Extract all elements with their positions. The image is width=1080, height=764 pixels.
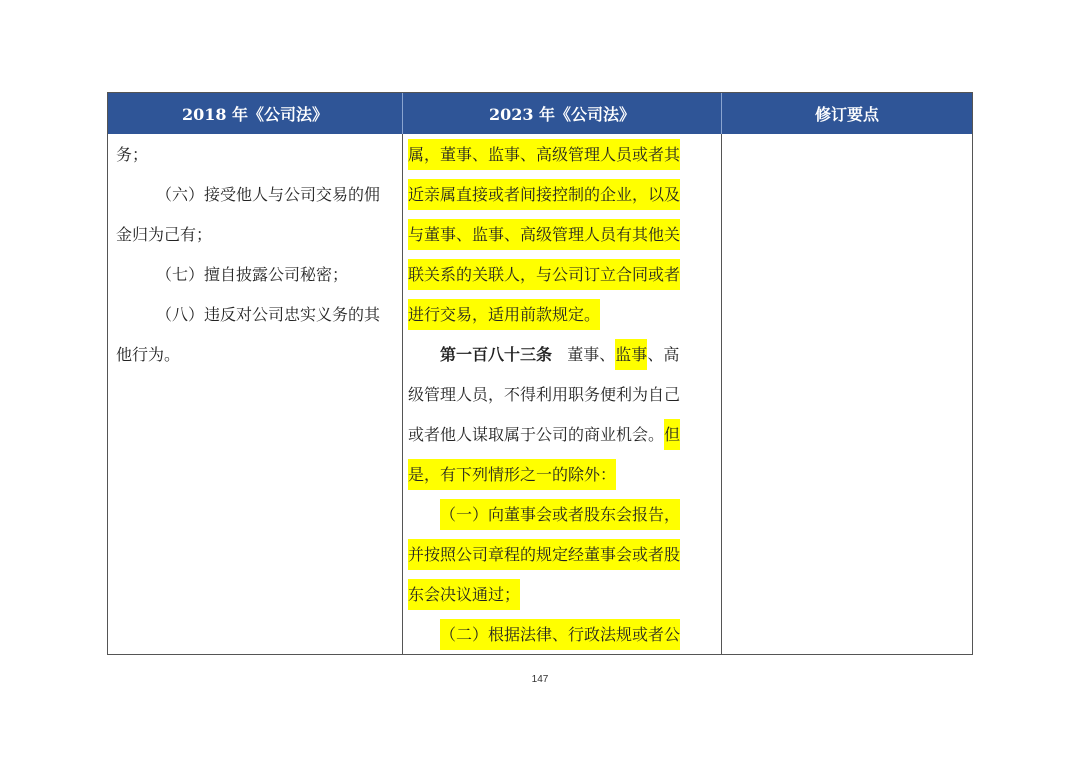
text-line xyxy=(440,495,680,535)
text-fragment: 董事、 xyxy=(567,345,616,364)
article-line xyxy=(440,335,679,375)
highlighted-text: 监事 xyxy=(615,339,647,370)
text-fragment: 或者他人谋取属于公司的商业机会。 xyxy=(408,425,665,444)
comparison-table xyxy=(107,92,973,655)
text-line xyxy=(408,535,680,575)
text-line xyxy=(408,175,680,215)
header-2023-law: 2023 年《公司法》 xyxy=(403,93,722,134)
highlighted-text: 并按照公司章程的规定经董事会或者股 xyxy=(408,539,680,570)
highlighted-text: 但 xyxy=(664,419,680,450)
text-line: 金归为己有； xyxy=(116,225,213,244)
text-fragment: 、高 xyxy=(647,345,680,364)
text-line: （七）擅自披露公司秘密； xyxy=(156,265,349,284)
text-line: 务； xyxy=(116,145,149,164)
text-line xyxy=(440,615,680,655)
page-number: 147 xyxy=(531,674,549,685)
table-body-row xyxy=(108,134,972,654)
text-line xyxy=(408,255,680,295)
text-line: 级管理人员，不得利用职务便利为自己 xyxy=(408,385,681,404)
header-revision-points: 修订要点 xyxy=(814,105,879,124)
highlighted-text: （一）向董事会或者股东会报告， xyxy=(440,499,680,530)
highlighted-text: 是，有下列情形之一的除外： xyxy=(408,459,616,490)
text-line xyxy=(408,415,680,455)
highlighted-text: （二）根据法律、行政法规或者公 xyxy=(440,619,680,650)
header-2018-law: 2018 年《公司法》 xyxy=(108,93,403,134)
highlighted-text: 东会决议通过； xyxy=(408,579,520,610)
text-line: （八）违反对公司忠实义务的其 xyxy=(156,305,381,324)
highlighted-text: 联关系的关联人，与公司订立合同或者 xyxy=(408,259,680,290)
cell-revision-points xyxy=(722,134,972,654)
cell-2023-law xyxy=(403,134,722,654)
cell-2018-law xyxy=(108,134,403,654)
table-header xyxy=(108,93,972,134)
text-line xyxy=(408,575,520,615)
text-line: 他行为。 xyxy=(116,345,181,364)
highlighted-text: 属，董事、监事、高级管理人员或者其 xyxy=(408,139,680,170)
highlighted-text: 进行交易，适用前款规定。 xyxy=(408,299,600,330)
article-number: 第一百八十三条 xyxy=(440,345,553,364)
text-line xyxy=(408,215,680,255)
text-line xyxy=(408,455,616,495)
highlighted-text: 近亲属直接或者间接控制的企业，以及 xyxy=(408,179,680,210)
text-line xyxy=(408,135,680,175)
text-line xyxy=(408,295,600,335)
highlighted-text: 与董事、监事、高级管理人员有其他关 xyxy=(408,219,680,250)
text-line: （六）接受他人与公司交易的佣 xyxy=(156,185,381,204)
